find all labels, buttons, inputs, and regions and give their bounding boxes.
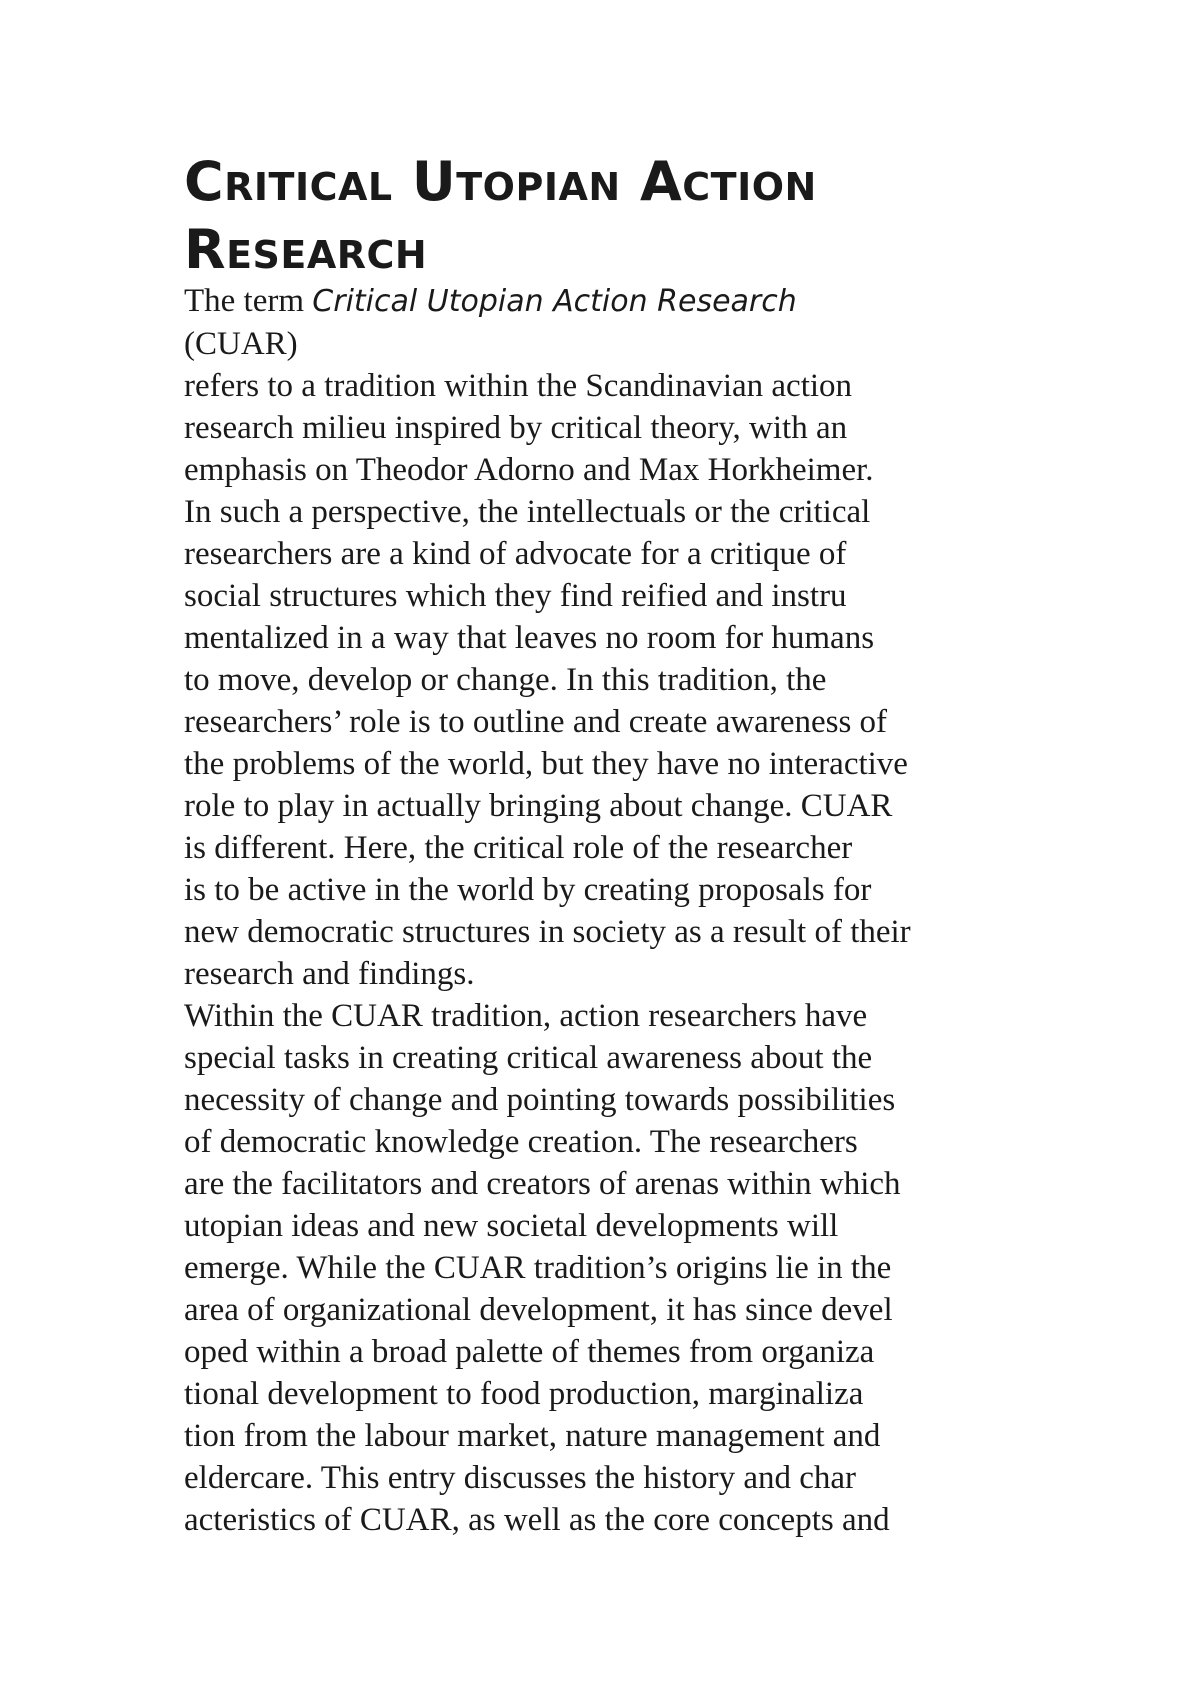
paragraph-1: [184, 365, 1014, 995]
text-line: Within the CUAR tradition, action researchers have: [184, 998, 868, 1034]
text-line: refers to a tradition within the Scandinavian action: [184, 368, 853, 404]
text-line: role to play in actually bringing about change. CUAR: [184, 788, 893, 824]
intro-term: Critical Utopian Action Research: [312, 284, 797, 319]
text-line: In such a perspective, the intellectuals or the critical: [184, 494, 871, 530]
text-line: is different. Here, the critical role of the researcher: [184, 830, 853, 866]
text-line: is to be active in the world by creating proposals for: [184, 872, 872, 908]
text-line: area of organizational development, it has since devel: [184, 1292, 893, 1328]
text-line: new democratic structures in society as a result of their: [184, 914, 911, 950]
entry-body: [184, 280, 1014, 1541]
text-line: tional development to food production, marginaliza: [184, 1376, 864, 1412]
text-line: emphasis on Theodor Adorno and Max Horkheimer.: [184, 452, 874, 488]
intro-abbrev: (CUAR): [184, 326, 298, 362]
text-line: researchers are a kind of advocate for a critique of: [184, 536, 847, 572]
text-line: the problems of the world, but they have no interactive: [184, 746, 908, 782]
text-line: acteristics of CUAR, as well as the core concepts and: [184, 1502, 890, 1538]
entry-title-line-1: Critical Utopian Action: [184, 150, 817, 213]
text-line: research and findings.: [184, 956, 475, 992]
text-line: are the facilitators and creators of arenas within which: [184, 1166, 901, 1202]
text-line: researchers’ role is to outline and create awareness of: [184, 704, 888, 740]
intro-line: [184, 280, 1014, 323]
text-line: research milieu inspired by critical theory, with an: [184, 410, 848, 446]
intro-prefix: The term: [184, 283, 313, 319]
text-line: necessity of change and pointing towards possibilities: [184, 1082, 896, 1118]
text-line: eldercare. This entry discusses the history and char: [184, 1460, 857, 1496]
text-line: of democratic knowledge creation. The researchers: [184, 1124, 858, 1160]
text-line: social structures which they find reified and instru: [184, 578, 847, 614]
text-line: mentalized in a way that leaves no room for humans: [184, 620, 875, 656]
text-line: special tasks in creating critical awareness about the: [184, 1040, 873, 1076]
text-line: tion from the labour market, nature management and: [184, 1418, 881, 1454]
text-line: utopian ideas and new societal developments will: [184, 1208, 839, 1244]
entry-title-line-2: Research: [184, 218, 428, 281]
paragraph-2: [184, 995, 1014, 1541]
text-line: to move, develop or change. In this tradition, the: [184, 662, 827, 698]
entry-title: [184, 148, 984, 284]
text-line: emerge. While the CUAR tradition’s origins lie in the: [184, 1250, 892, 1286]
text-line: oped within a broad palette of themes from organiza: [184, 1334, 875, 1370]
